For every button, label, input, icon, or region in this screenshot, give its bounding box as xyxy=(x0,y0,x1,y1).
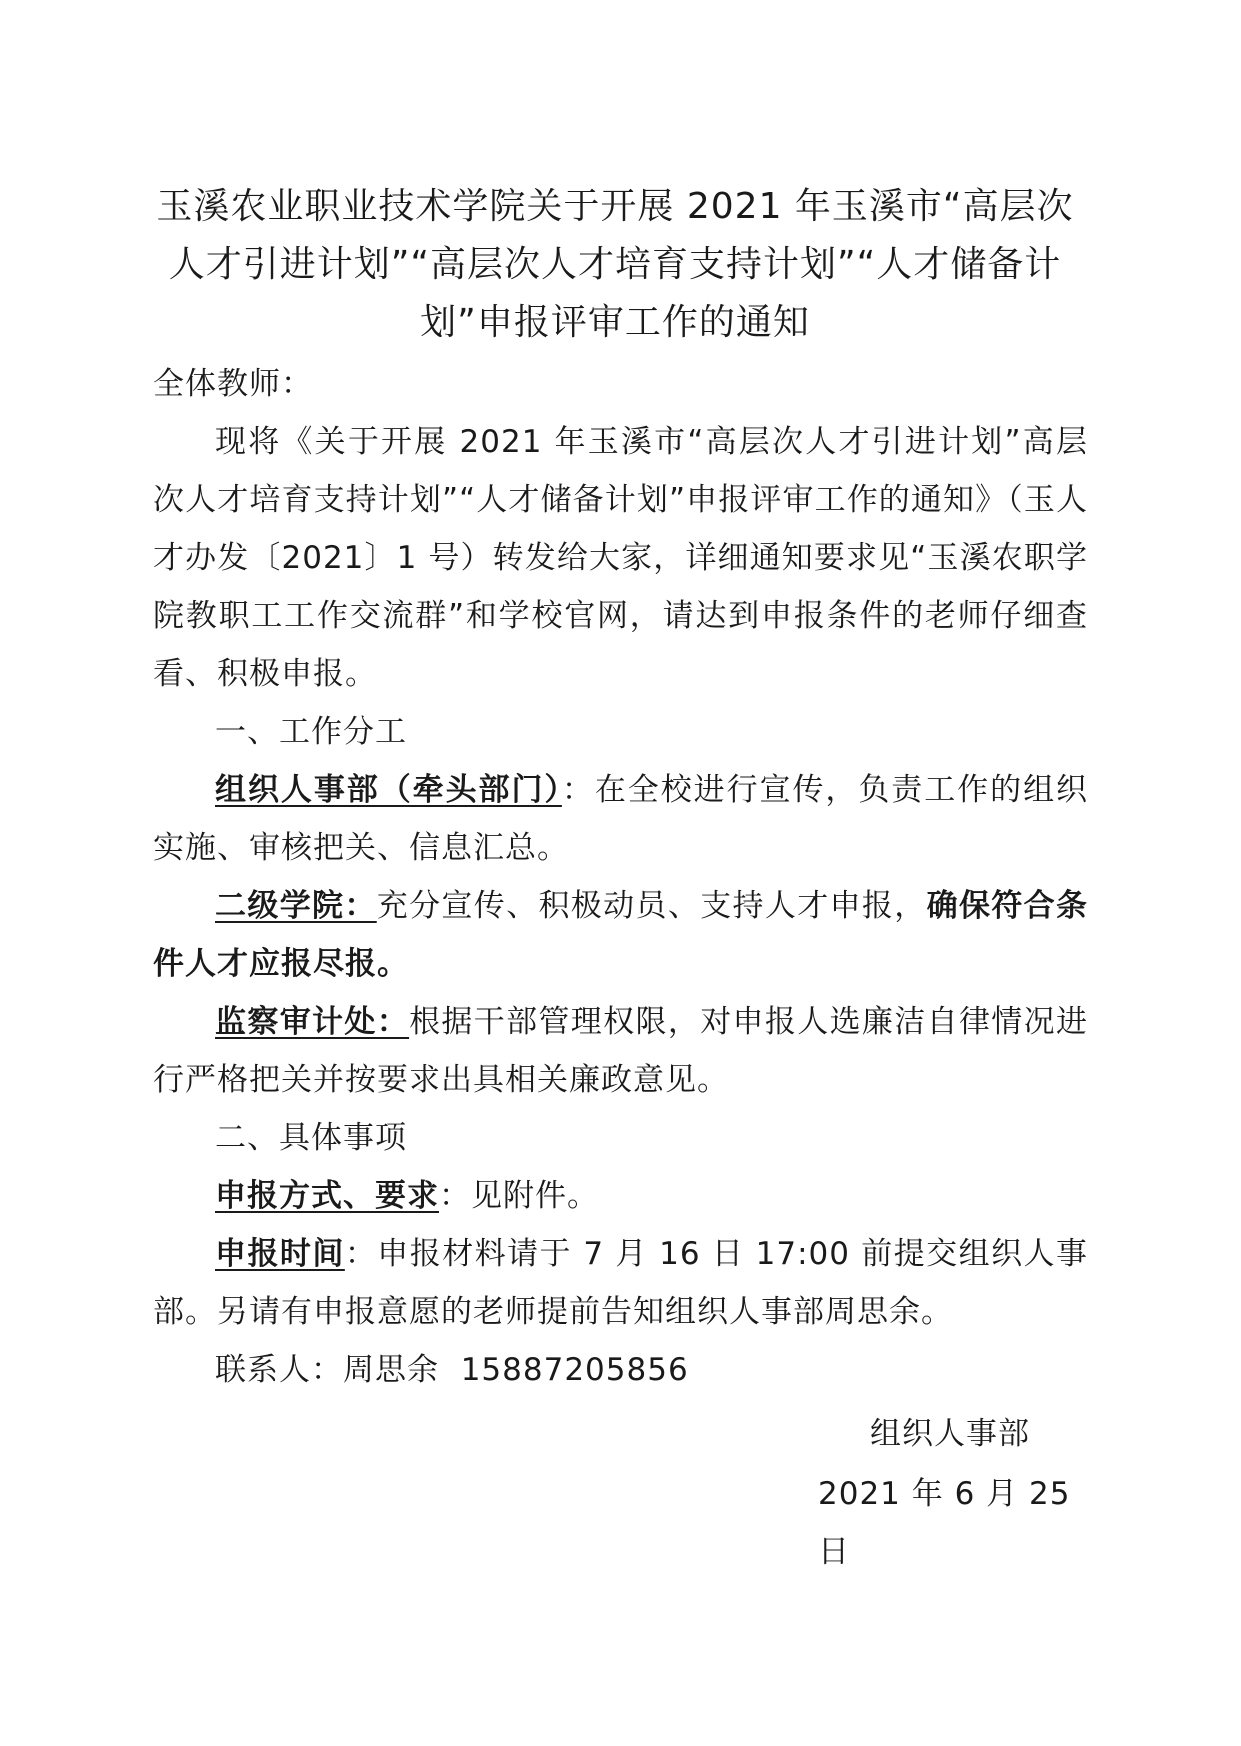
detail-label-time: 申报时间 xyxy=(215,1236,345,1272)
detail-paragraph-method xyxy=(153,1167,1088,1225)
duty-paragraph-colleges xyxy=(153,877,1088,993)
detail-paragraph-time xyxy=(153,1225,1088,1341)
document-title: 玉溪农业职业技术学院关于开展 2021 年玉溪市“高层次人才引进计划”“高层次人才培育支持计划”“人才储备计划”申报评审工作的通知 xyxy=(156,186,1074,343)
detail-text-method: ：见附件。 xyxy=(439,1178,599,1214)
contact-line: 联系人：周思余 15887205856 xyxy=(215,1352,689,1388)
duty-label-audit: 监察审计处： xyxy=(215,1004,410,1040)
detail-label-method: 申报方式、要求 xyxy=(215,1178,439,1214)
duty-text-colleges: 充分宣传、积极动员、支持人才申报， xyxy=(376,888,927,924)
signature-department: 组织人事部 xyxy=(870,1416,1030,1452)
duty-text-audit: 根据干部管理权限，对申报人选廉洁自律情况进行严格把关并按要求出具相关廉政意见。 xyxy=(153,1004,1088,1098)
document-body xyxy=(153,355,1088,1399)
duty-paragraph-hr xyxy=(153,761,1088,877)
duty-label-colleges: 二级学院： xyxy=(215,888,377,924)
intro-paragraph: 现将《关于开展 2021 年玉溪市“高层次人才引进计划”高层次人才培育支持计划”“人才储备计划”申报评审工作的通知》（玉人才办发〔2021〕1 号）转发给大家，详细通知要求见“玉溪农职学院教职工工作交流群”和学校官网，请达到申报条件的老师仔细查看、积极申报。 xyxy=(153,424,1088,692)
detail-text-time: ：申报材料请于 7 月 16 日 17:00 前提交组织人事部。另请有申报意愿的老师提前告知组织人事部周思余。 xyxy=(153,1236,1088,1330)
salutation: 全体教师： xyxy=(153,366,313,402)
signature-date: 2021 年 6 月 25 日 xyxy=(818,1476,1071,1570)
duty-label-hr: 组织人事部（牵头部门） xyxy=(215,772,562,808)
section-heading-details: 二、具体事项 xyxy=(215,1120,407,1156)
duty-text-hr: ：在全校进行宣传，负责工作的组织实施、审核把关、信息汇总。 xyxy=(153,772,1089,866)
duty-emphasis-colleges: 确保符合条件人才应报尽报。 xyxy=(153,888,1089,982)
section-heading-division: 一、工作分工 xyxy=(215,714,407,750)
duty-paragraph-audit xyxy=(153,993,1088,1109)
